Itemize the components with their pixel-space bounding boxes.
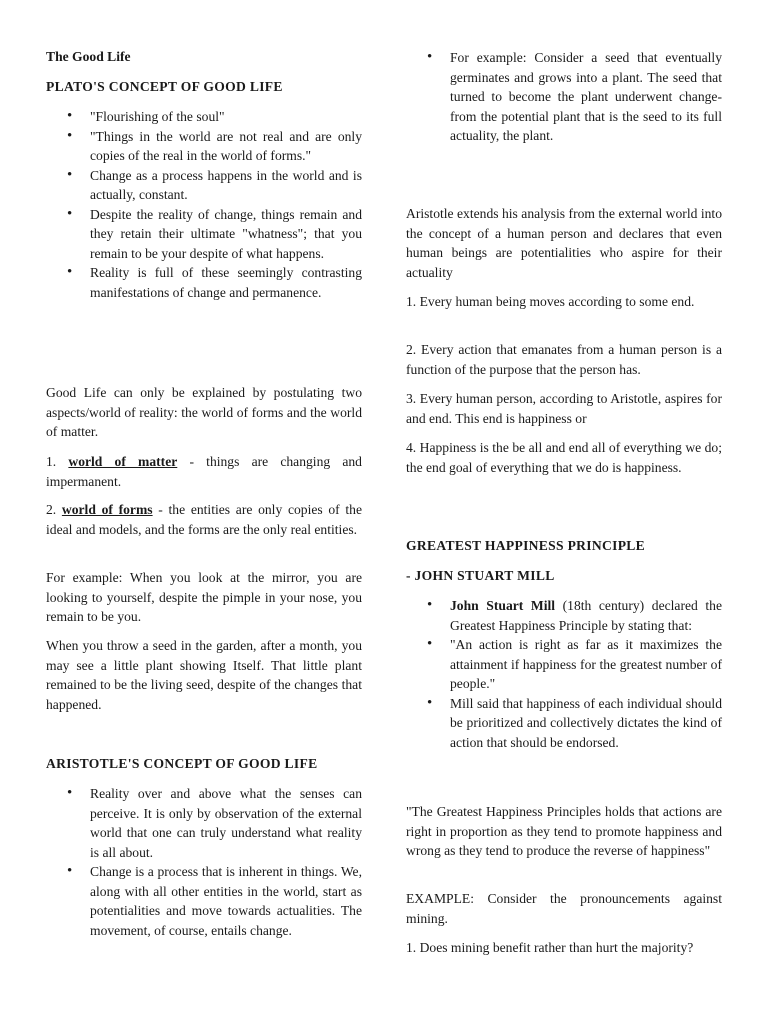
document-title: The Good Life bbox=[46, 49, 131, 64]
numbered-point: 3. Every human person, according to Aristotle, aspires for and end. This end is happiness or bbox=[406, 391, 722, 426]
mill-bullet: • "An action is right as far as it maximizes the attainment if happiness for the greatest number of people." bbox=[406, 635, 722, 694]
world-of-matter-term: world of matter bbox=[68, 454, 178, 469]
world-of-matter-item bbox=[46, 452, 362, 491]
ghp-subheading: - JOHN STUART MILL bbox=[406, 568, 555, 583]
mining-example-paragraph: EXAMPLE: Consider the pronouncements against mining. bbox=[406, 891, 722, 926]
mining-question: 1. Does mining benefit rather than hurt the majority? bbox=[406, 940, 694, 955]
aristotle-heading: ARISTOTLE'S CONCEPT OF GOOD LIFE bbox=[46, 756, 318, 771]
aristotle-extends-paragraph: Aristotle extends his analysis from the external world into the concept of a human person and declares that even human beings are potentialities who aspire for their actuality bbox=[406, 206, 722, 280]
plato-bullet-list bbox=[46, 107, 362, 302]
seed-bullet-list bbox=[406, 48, 722, 146]
world-of-forms-item bbox=[46, 500, 362, 539]
mill-bullet-list bbox=[406, 596, 722, 752]
numbered-point: 1. Every human being moves according to some end. bbox=[406, 294, 695, 309]
mill-bullet bbox=[406, 596, 722, 635]
seed-example-paragraph: When you throw a seed in the garden, after a month, you may see a little plant showing Itself. That little plant remained to be the living seed, despite of the changes that happened. bbox=[46, 638, 362, 712]
item-number: 1. bbox=[46, 454, 69, 469]
plato-bullet: • "Flourishing of the soul" bbox=[46, 107, 362, 127]
world-of-matter-text: - things are changing and impermanent. bbox=[46, 454, 362, 489]
item-number: 2. bbox=[46, 502, 62, 517]
mill-bullet-text: (18th century) declared the Greatest Happiness Principle by stating that: bbox=[450, 598, 722, 633]
plato-bullet: • Reality is full of these seemingly contrasting manifestations of change and permanence. bbox=[46, 263, 362, 302]
aristotle-bullet: • Reality over and above what the senses can perceive. It is only by observation of the external world that one can truly understand what reality is all about. bbox=[46, 784, 362, 862]
ghp-quote-paragraph: "The Greatest Happiness Principles holds that actions are right in proportion as they tend to promote happiness and wrong as they tend to produce the reverse of happiness" bbox=[406, 804, 722, 858]
mill-bullet: • Mill said that happiness of each individual should be prioritized and collectively dictates the kind of action that should be endorsed. bbox=[406, 694, 722, 753]
plato-heading: PLATO'S CONCEPT OF GOOD LIFE bbox=[46, 79, 283, 94]
aristotle-bullet: • Change is a process that is inherent in things. We, along with all other entities in the world, start as potentialities and move towards actualities. The movement, of course, entails change. bbox=[46, 862, 362, 940]
numbered-point: 2. Every action that emanates from a human person is a function of the purpose that the person has. bbox=[406, 342, 722, 377]
aristotle-bullet-list bbox=[46, 784, 362, 940]
mill-name: John Stuart Mill bbox=[450, 598, 556, 613]
numbered-point: 4. Happiness is the be all and end all of everything we do; the end goal of everything that we do is happiness. bbox=[406, 440, 722, 475]
world-of-forms-text: - the entities are only copies of the ideal and models, and the forms are the only real entities. bbox=[46, 502, 363, 537]
plato-bullet: • Despite the reality of change, things remain and they retain their ultimate "whatness"; that you remain to be your despite of what happens. bbox=[46, 205, 362, 264]
mirror-example-paragraph: For example: When you look at the mirror, you are looking to yourself, despite the pimple in your nose, you remain to be you. bbox=[46, 570, 362, 624]
plato-bullet: • Change as a process happens in the world and is actually, constant. bbox=[46, 166, 362, 205]
seed-example-bullet: • For example: Consider a seed that eventually germinates and grows into a plant. The seed that turned to become the plant underwent change- from the potential plant that is the seed to its full actuality, the plant. bbox=[406, 48, 722, 146]
world-of-forms-term: world of forms bbox=[61, 502, 153, 517]
good-life-paragraph: Good Life can only be explained by postulating two aspects/world of reality: the world of forms and the world of matter. bbox=[46, 385, 362, 439]
ghp-heading: GREATEST HAPPINESS PRINCIPLE bbox=[406, 538, 646, 553]
plato-bullet: • "Things in the world are not real and are only copies of the real in the world of forms." bbox=[46, 127, 362, 166]
